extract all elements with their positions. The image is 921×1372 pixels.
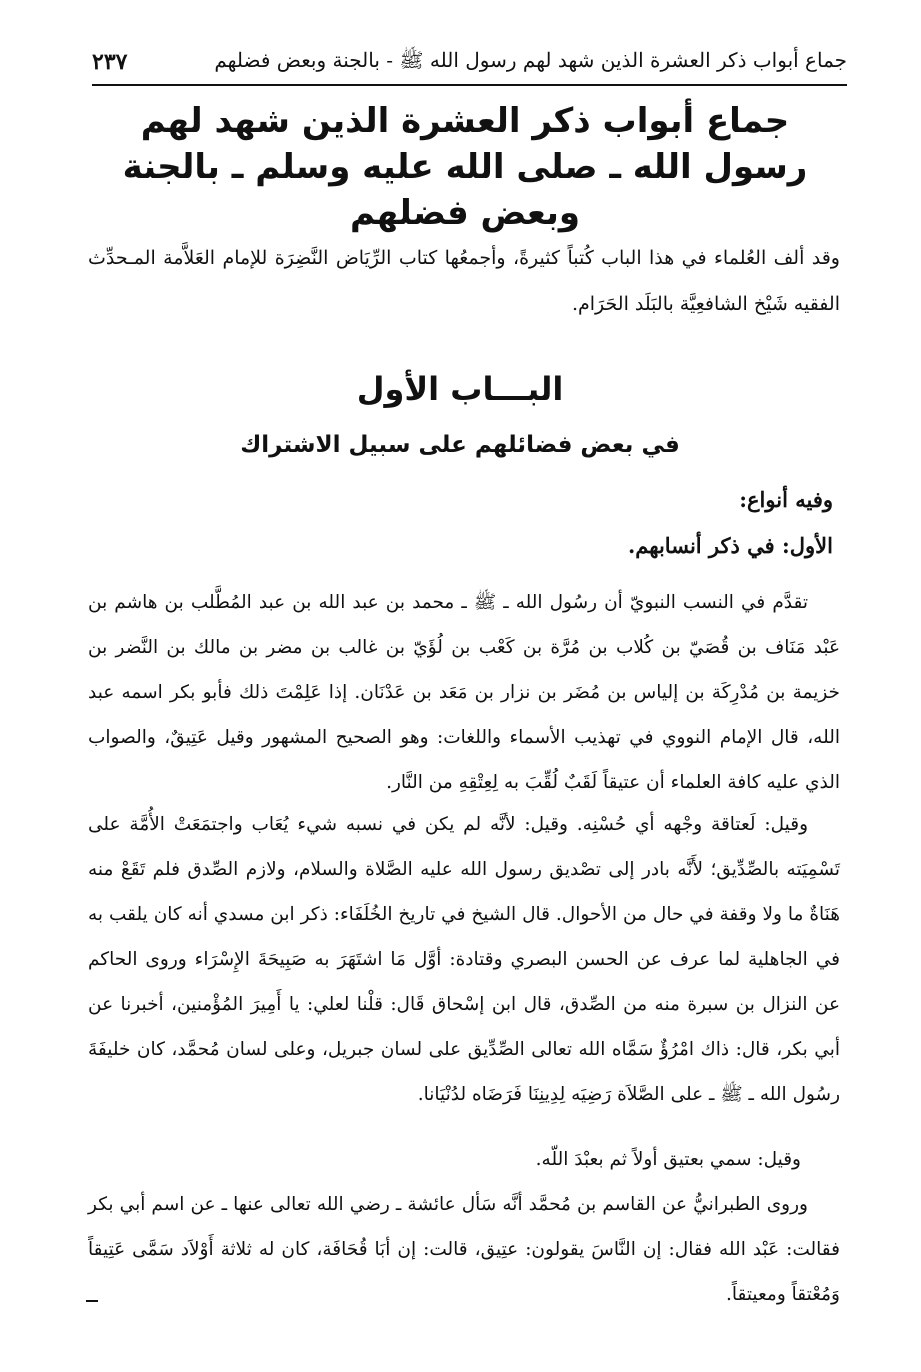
chapter-title: البـــاب الأول [356,370,564,408]
main-title [120,98,810,236]
body-paragraph-3: وقيل: سمي بعتيق أولاً ثم بعبْدَ اللّه. [535,1149,801,1170]
running-title: جماع أبواب ذكر العشرة الذين شهد لهم رسول الله ﷺ - بالجنة وبعض فضلهم [214,47,847,72]
main-title-line-2: رسول الله ـ صلى الله عليه وسلم ـ بالجنة [122,147,808,187]
main-title-line-1: جماع أبواب ذكر العشرة الذين شهد لهم [140,101,790,141]
body-paragraph-4: وروى الطبرانيُّ عن القاسم بن مُحمَّد أنَّه سَأل عائشة ـ رضي الله تعالى عنها ـ عن اسم أبي بكر فقالت: عَبْد الله فقال: إن النَّاسَ يقولون: عتِيق، قالت: إن أبَا قُحَافَة، كان له ثلاثة أَوْلاَد سَمَّى عَتِيقاً وَمُعْتقاً ومعيتقاً. [88,1194,840,1305]
body-paragraph-2: وقيل: لَعتاقة وجْهه أي حُسْنِه. وقيل: لأنَّه لم يكن في نسبه شيء يُعَاب واجتمَعَتْ الأُمَّة على تَسْمِيَته بالصِّدِّيق؛ لأَنَّه بادر إلى تصْديق رسول الله عليه الصَّلاة والسلام، ولازم الصِّدق فلم تَقَعْ منه هَنَاةٌ ما ولا وقفة في حال من الأحوال. قال الشيخ في تاريخ الخُلَفَاء: ذكر ابن مسدي أنه كان يلقب به في الجاهلية لما عرف عن الحسن البصري وقتادة: أوَّل مَا اشتَهَرَ به صَبِيحَةَ الإِسْرَاء وروى الحاكم عن النزال بن سبرة منه من الصِّدق، قال ابن إسْحاق قَال: قلْنا لعلي: يا أَمِيرَ المُؤْمنين، أخبرنا عن أبي بكر، قال: ذاك امْرُؤٌ سَمَّاه الله تعالى الصِّدِّيق على لسان جبريل، وعلى لسان مُحمَّد، كان خليفَةَ رسُول الله ـ ﷺ ـ على الصَّلاَة رَضِيَه لِدِينِنَا فَرَضَاه لدُنْيَانا. [88,814,840,1105]
intro-paragraph: وقد ألف العُلماء في هذا الباب كُتباً كثيرةً، وأجمعُها كتاب الرِّيَاض النَّضِرَة للإمام العَلاَّمة المـحدِّث الفقيه شَيْخ الشافعِيَّة بالبَلَد الحَرَام. [88,247,840,315]
body-paragraph-1: تقدَّم في النسب النبويّ أن رسُول الله ـ ﷺ ـ محمد بن عبد الله بن عبد المُطَّلب بن هاشم بن عَبْد مَنَاف بن قُصَيّ بن كُلاب بن مُرَّة بن كَعْب بن لُؤَيّ بن غالب بن مضر بن مالك بن النَّضر بن خزيمة بن مُدْرِكَة بن إلياس بن مُضَر بن نزار بن مَعَد بن عَدْنَان. إذا عَلِمْتَ ذلك فأبو بكر اسمه عبد الله، قال الإمام النووي في تهذيب الأسماء واللغات: وهو الصحيح المشهور وقيل عَتِيقٌ، والصواب الذي عليه كافة العلماء أن عتيقاً لَقَبٌ لُقِّبَ به لِعِتْقِهِ من النَّار. [88,592,840,793]
section-heading-kinds: وفيه أنواع: [739,487,833,512]
page-number: ٢٣٧ [92,49,128,75]
section-heading-first: الأول: في ذكر أنسابهم. [628,533,833,558]
main-title-line-3: وبعض فضلهم [349,193,581,233]
running-header [92,40,847,86]
margin-dash [86,1300,98,1302]
chapter-subtitle: في بعض فضائلهم على سبيل الاشتراك [240,432,680,458]
